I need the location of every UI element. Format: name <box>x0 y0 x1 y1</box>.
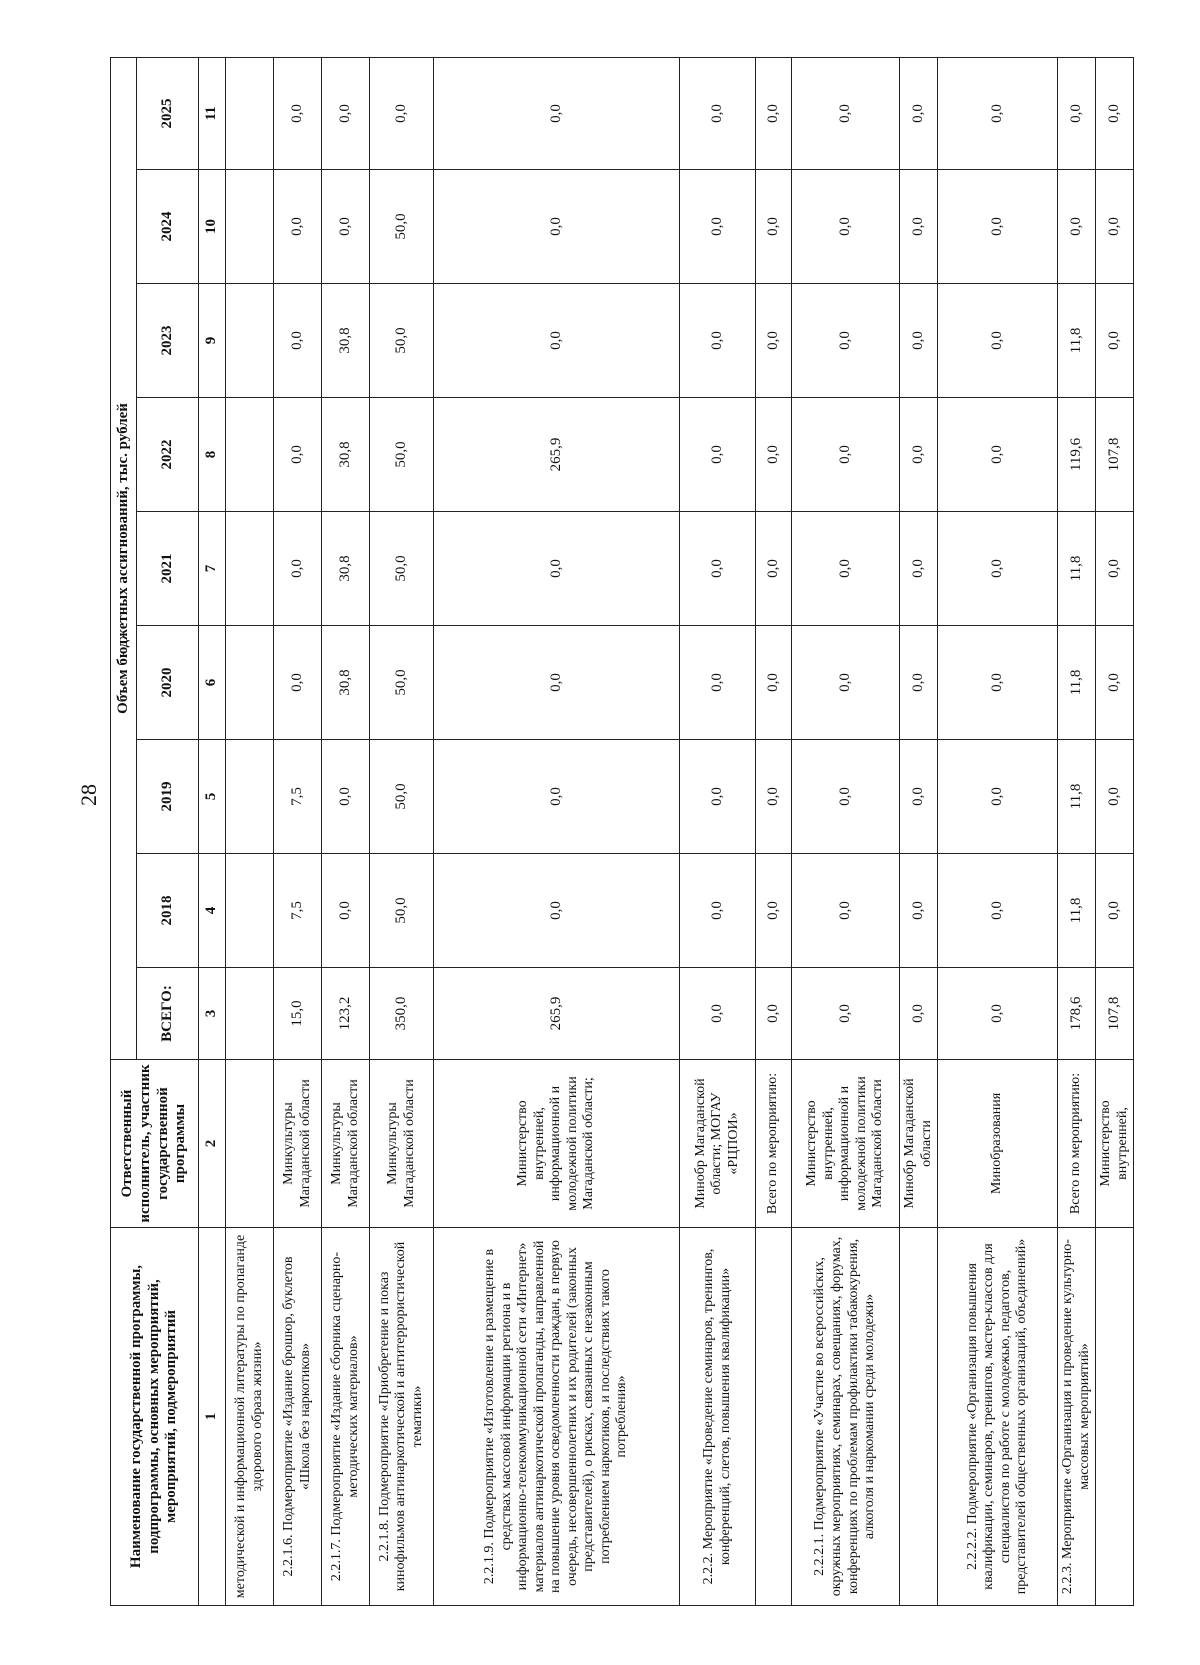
row-year-value: 7,5 <box>274 854 322 968</box>
row-year-value: 0,0 <box>792 626 900 740</box>
row-year-value: 0,0 <box>900 57 938 169</box>
row-year-value: 0,0 <box>322 740 370 854</box>
row-executor: Минкультуры Магаданской области <box>370 1060 434 1228</box>
row-year-value <box>226 854 274 968</box>
column-index: 2 <box>199 1060 226 1228</box>
row-year-value: 107,8 <box>1096 398 1134 512</box>
row-year-value: 0,0 <box>1058 57 1096 169</box>
row-year-value: 0,0 <box>792 512 900 626</box>
row-year-value: 0,0 <box>900 398 938 512</box>
row-year-value: 30,8 <box>322 398 370 512</box>
table-row <box>370 57 434 1605</box>
row-year-value: 0,0 <box>1096 170 1134 284</box>
row-year-value <box>226 284 274 398</box>
column-index: 3 <box>199 968 226 1060</box>
row-year-value: 0,0 <box>434 740 680 854</box>
row-total: 0,0 <box>938 968 1058 1060</box>
table-row <box>756 57 792 1605</box>
table-row <box>1058 57 1096 1605</box>
table-row <box>434 57 680 1605</box>
header-name: Наименование государственной программы, подпрограммы, основных мероприятий, мероприятий, подмероприятий <box>111 1228 199 1606</box>
row-year-value: 0,0 <box>274 626 322 740</box>
row-executor: Минобр Магаданской области; МОГАУ «РЦПОИ» <box>680 1060 756 1228</box>
row-total: 265,9 <box>434 968 680 1060</box>
row-total: 0,0 <box>756 968 792 1060</box>
row-total: 15,0 <box>274 968 322 1060</box>
row-year-value: 0,0 <box>274 170 322 284</box>
row-year-value: 0,0 <box>938 170 1058 284</box>
header-year: 2022 <box>137 398 199 512</box>
row-year-value: 0,0 <box>792 284 900 398</box>
row-year-value: 30,8 <box>322 284 370 398</box>
row-year-value: 0,0 <box>434 284 680 398</box>
row-year-value: 0,0 <box>756 284 792 398</box>
header-budget: Объем бюджетных ассигнований, тыс. рублей <box>111 57 137 1059</box>
row-year-value: 0,0 <box>680 284 756 398</box>
row-total: 123,2 <box>322 968 370 1060</box>
row-year-value: 0,0 <box>756 512 792 626</box>
header-year: 2018 <box>137 854 199 968</box>
row-year-value: 0,0 <box>900 740 938 854</box>
row-total: 0,0 <box>680 968 756 1060</box>
row-name <box>756 1228 792 1606</box>
column-index: 4 <box>199 854 226 968</box>
column-index: 9 <box>199 284 226 398</box>
row-year-value: 0,0 <box>274 398 322 512</box>
page-number: 28 <box>76 784 101 806</box>
row-year-value: 0,0 <box>1096 626 1134 740</box>
column-index: 5 <box>199 740 226 854</box>
column-index: 11 <box>199 57 226 169</box>
row-total: 0,0 <box>792 968 900 1060</box>
row-year-value: 0,0 <box>938 740 1058 854</box>
table-row <box>792 57 900 1605</box>
row-year-value: 0,0 <box>370 57 434 169</box>
row-year-value: 0,0 <box>434 512 680 626</box>
row-year-value: 0,0 <box>756 740 792 854</box>
row-year-value: 50,0 <box>370 170 434 284</box>
rotated-table-container <box>110 58 1130 1606</box>
row-year-value: 0,0 <box>756 398 792 512</box>
row-name: 2.2.1.8. Подмероприятие «Приобретение и показ кинофильмов антинаркотической и антитеррористической тематики» <box>370 1228 434 1606</box>
row-name: 2.2.1.7. Подмероприятие «Издание сборника сценарно-методических материалов» <box>322 1228 370 1606</box>
row-year-value <box>226 740 274 854</box>
row-year-value <box>226 398 274 512</box>
header-year: 2021 <box>137 512 199 626</box>
row-year-value: 0,0 <box>756 170 792 284</box>
row-year-value: 0,0 <box>680 398 756 512</box>
column-index: 1 <box>199 1228 226 1606</box>
row-year-value: 0,0 <box>680 740 756 854</box>
row-year-value: 0,0 <box>756 57 792 169</box>
row-year-value: 0,0 <box>680 512 756 626</box>
row-year-value: 0,0 <box>1058 170 1096 284</box>
row-year-value: 0,0 <box>274 512 322 626</box>
row-executor: Минкультуры Магаданской области <box>322 1060 370 1228</box>
row-year-value: 30,8 <box>322 512 370 626</box>
row-executor: Министерство внутренней, информационной и молодежной политики Магаданской области; <box>434 1060 680 1228</box>
row-year-value: 0,0 <box>434 57 680 169</box>
row-year-value: 0,0 <box>274 57 322 169</box>
row-year-value: 0,0 <box>1096 512 1134 626</box>
row-year-value: 0,0 <box>792 854 900 968</box>
row-total: 0,0 <box>900 968 938 1060</box>
row-year-value <box>226 170 274 284</box>
row-year-value: 0,0 <box>792 740 900 854</box>
row-year-value: 0,0 <box>938 398 1058 512</box>
row-name: 2.2.1.9. Подмероприятие «Изготовление и размещение в средствах массовой информации региона и в информационно-телекоммуникационной сети «Интернет» материалов антинаркотической пропаганды, направленной на повышение уровня осведомленности граждан, в первую очередь, несовершеннолетних и их родителей (законных представителей), о рисках, связанных с незаконным потреблением наркотиков, и последствиях такого потребления» <box>434 1228 680 1606</box>
row-year-value: 0,0 <box>1096 284 1134 398</box>
row-year-value: 0,0 <box>434 626 680 740</box>
header-total: ВСЕГО: <box>137 968 199 1060</box>
row-year-value: 11,8 <box>1058 284 1096 398</box>
row-year-value: 265,9 <box>434 398 680 512</box>
row-year-value: 0,0 <box>900 170 938 284</box>
header-year: 2024 <box>137 170 199 284</box>
row-year-value: 0,0 <box>1096 740 1134 854</box>
row-year-value: 50,0 <box>370 284 434 398</box>
table-row <box>938 57 1058 1605</box>
row-year-value: 0,0 <box>680 57 756 169</box>
row-year-value: 11,8 <box>1058 854 1096 968</box>
table-row <box>226 57 274 1605</box>
row-name: методической и информационной литературы по пропаганде здорового образа жизни» <box>226 1228 274 1606</box>
column-index: 8 <box>199 398 226 512</box>
row-year-value: 0,0 <box>900 284 938 398</box>
row-year-value: 0,0 <box>900 512 938 626</box>
row-year-value: 0,0 <box>322 57 370 169</box>
header-year: 2020 <box>137 626 199 740</box>
row-year-value: 50,0 <box>370 398 434 512</box>
row-year-value: 0,0 <box>756 626 792 740</box>
column-index: 6 <box>199 626 226 740</box>
table-row <box>680 57 756 1605</box>
row-name: 2.2.2. Мероприятие «Проведение семинаров, тренингов, конференций, слетов, повышения квалификации» <box>680 1228 756 1606</box>
row-name: 2.2.2.2. Подмероприятие «Организация повышения квалификации, семинаров, тренингов, мастер-классов для специалистов по работе с молодежью, педагогов, представителей общественных организаций, объединений» <box>938 1228 1058 1606</box>
row-year-value: 50,0 <box>370 512 434 626</box>
row-executor <box>226 1060 274 1228</box>
row-year-value: 0,0 <box>792 398 900 512</box>
row-total: 350,0 <box>370 968 434 1060</box>
row-year-value: 0,0 <box>938 854 1058 968</box>
row-name <box>1096 1228 1134 1606</box>
row-executor: Минобр Магаданской области <box>900 1060 938 1228</box>
row-total <box>226 968 274 1060</box>
row-executor: Министерство внутренней, информационной и молодежной политики Магаданской области <box>792 1060 900 1228</box>
row-year-value: 0,0 <box>322 170 370 284</box>
budget-table <box>110 57 1134 1606</box>
column-index: 7 <box>199 512 226 626</box>
row-year-value: 0,0 <box>1096 57 1134 169</box>
row-year-value: 0,0 <box>792 57 900 169</box>
row-executor: Минкультуры Магаданской области <box>274 1060 322 1228</box>
row-year-value: 50,0 <box>370 854 434 968</box>
table-row <box>322 57 370 1605</box>
row-year-value: 0,0 <box>938 512 1058 626</box>
row-executor: Всего по мероприятию: <box>1058 1060 1096 1228</box>
row-executor: Министерство внутренней, <box>1096 1060 1134 1228</box>
row-name: 2.2.1.6. Подмероприятие «Издание брошюр, буклетов «Школа без наркотиков» <box>274 1228 322 1606</box>
row-year-value: 7,5 <box>274 740 322 854</box>
row-year-value: 11,8 <box>1058 626 1096 740</box>
row-year-value: 0,0 <box>680 626 756 740</box>
row-name: 2.2.3. Мероприятие «Организация и проведение культурно-массовых мероприятий» <box>1058 1228 1096 1606</box>
table-row <box>274 57 322 1605</box>
row-year-value <box>226 57 274 169</box>
header-year: 2023 <box>137 284 199 398</box>
row-year-value: 0,0 <box>322 854 370 968</box>
row-year-value: 0,0 <box>756 854 792 968</box>
row-year-value: 0,0 <box>1096 854 1134 968</box>
row-year-value: 50,0 <box>370 626 434 740</box>
row-year-value: 30,8 <box>322 626 370 740</box>
row-name <box>900 1228 938 1606</box>
row-year-value <box>226 626 274 740</box>
header-executor: Ответственный исполнитель, участник государственной программы <box>111 1060 199 1228</box>
row-year-value: 0,0 <box>680 170 756 284</box>
header-year: 2019 <box>137 740 199 854</box>
row-year-value: 119,6 <box>1058 398 1096 512</box>
row-year-value: 0,0 <box>900 854 938 968</box>
row-year-value: 0,0 <box>274 284 322 398</box>
row-year-value: 11,8 <box>1058 512 1096 626</box>
table-row <box>1096 57 1134 1605</box>
row-total: 178,6 <box>1058 968 1096 1060</box>
column-index: 10 <box>199 170 226 284</box>
table-row <box>900 57 938 1605</box>
row-year-value: 0,0 <box>900 626 938 740</box>
row-year-value: 0,0 <box>938 626 1058 740</box>
row-executor: Всего по мероприятию: <box>756 1060 792 1228</box>
row-year-value: 50,0 <box>370 740 434 854</box>
row-total: 107,8 <box>1096 968 1134 1060</box>
row-year-value: 0,0 <box>938 57 1058 169</box>
row-year-value: 11,8 <box>1058 740 1096 854</box>
row-year-value: 0,0 <box>938 284 1058 398</box>
row-name: 2.2.2.1. Подмероприятие «Участие во всероссийских, окружных мероприятиях, семинарах, совещаниях, форумах, конференциях по проблемам профилактики табакокурения, алкоголя и наркомании среди молодежи» <box>792 1228 900 1606</box>
row-year-value: 0,0 <box>434 854 680 968</box>
row-year-value: 0,0 <box>792 170 900 284</box>
row-year-value <box>226 512 274 626</box>
row-executor: Минобразования <box>938 1060 1058 1228</box>
row-year-value: 0,0 <box>434 170 680 284</box>
row-year-value: 0,0 <box>680 854 756 968</box>
header-year: 2025 <box>137 57 199 169</box>
